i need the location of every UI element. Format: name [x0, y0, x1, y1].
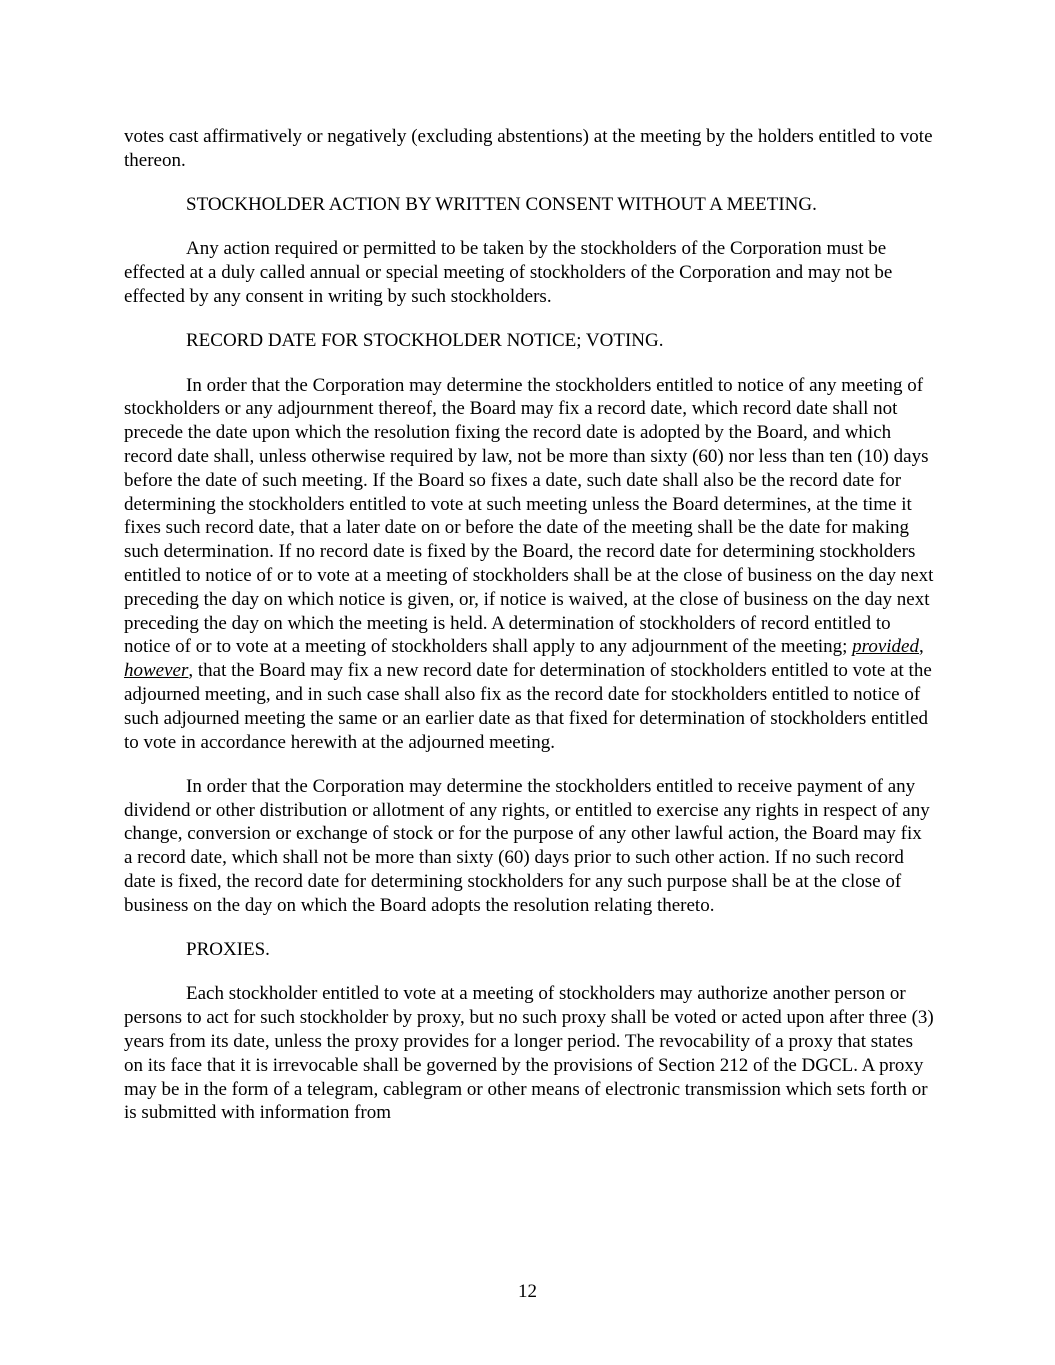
paragraph-dividend-record-date: In order that the Corporation may determine the stockholders entitled to receive payment of any dividend or other distribution or allotment of any rights, or entitled to exercise any rights in respect of any change, conversion or exchange of stock or for the purpose of any other lawful action, the Board may fix a record date, which shall not be more than sixty (60) days prior to such other action. If no such record date is fixed, the record date for determining stockholders for any such purpose shall be at the close of business on the day on which the Board adopts the resolution relating thereto.	[124, 775, 930, 916]
document-page	[124, 125, 934, 1146]
however-term: however	[124, 660, 189, 682]
heading-written-consent: STOCKHOLDER ACTION BY WRITTEN CONSENT WITHOUT A MEETING.	[186, 194, 817, 216]
paragraph-written-consent: Any action required or permitted to be taken by the stockholders of the Corporation must be effected at a duly called annual or special meeting of stockholders of the Corporation and may not be effected by any consent in writing by such stockholders.	[124, 238, 893, 307]
paragraph-continuation: votes cast affirmatively or negatively (excluding abstentions) at the meeting by the holders entitled to vote thereon.	[124, 126, 933, 171]
heading-record-date: RECORD DATE FOR STOCKHOLDER NOTICE; VOTING.	[186, 330, 664, 352]
record-date-text-part1: In order that the Corporation may determine the stockholders entitled to notice of any meeting of stockholders or any adjournment thereof, the Board may fix a record date, which record date shall not precede the date upon which the resolution fixing the record date is adopted by the Board, and which record date shall, unless otherwise required by law, not be more than sixty (60) nor less than ten (10) days before the date of such meeting. If the Board so fixes a date, such date shall also be the record date for determining the stockholders entitled to vote at such meeting unless the Board determines, at the time it fixes such record date, that a later date on or before the date of the meeting shall be the date for making such determination. If no record date is fixed by the Board, the record date for determining stockholders entitled to notice of or to vote at a meeting of stockholders shall be at the close of business on the day next preceding the day on which notice is given, or, if notice is waived, at the close of business on the day next preceding the day on which the meeting is held. A determination of stockholders of record entitled to notice of or to vote at a meeting of stockholders shall apply to any adjournment of the meeting;	[124, 374, 934, 658]
provided-however-separator: ,	[919, 636, 924, 658]
paragraph-record-date	[124, 374, 934, 755]
record-date-text-part2: , that the Board may fix a new record date for determination of stockholders entitled to vote at the adjourned meeting, and in such case shall also fix as the record date for stockholders entitled to notice of such adjourned meeting the same or an earlier date as that fixed for determination of stockholders entitled to vote in accordance herewith at the adjourned meeting.	[124, 660, 932, 753]
paragraph-proxies: Each stockholder entitled to vote at a meeting of stockholders may authorize another person or persons to act for such stockholder by proxy, but no such proxy shall be voted or acted upon after three (3) years from its date, unless the proxy provides for a longer period. The revocability of a proxy that states on its face that it is irrevocable shall be governed by the provisions of Section 212 of the DGCL. A proxy may be in the form of a telegram, cablegram or other means of electronic transmission which sets forth or is submitted with information from	[124, 983, 934, 1124]
heading-proxies: PROXIES.	[186, 939, 270, 961]
provided-term: provided	[852, 636, 919, 658]
page-number: 12	[518, 1281, 537, 1302]
